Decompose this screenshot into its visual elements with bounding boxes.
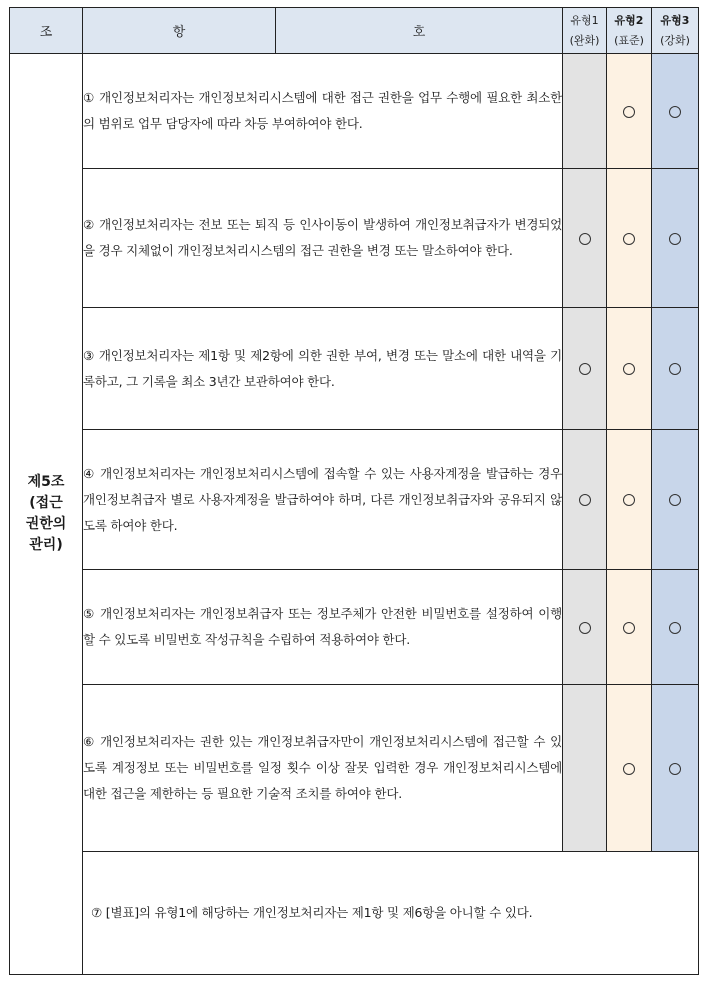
circle-mark-icon (669, 763, 681, 775)
row3-type3-cell (652, 308, 699, 430)
row1-type3-cell (652, 54, 699, 169)
row2-type3-cell (652, 169, 699, 308)
circle-mark-icon (623, 622, 635, 634)
circle-mark-icon (669, 233, 681, 245)
header-ho: 호 (276, 8, 563, 54)
table-row (10, 685, 699, 852)
table-row (10, 169, 699, 308)
row1-type2-cell (607, 54, 652, 169)
table-row (10, 852, 699, 975)
circle-mark-icon (579, 363, 591, 375)
row3-type1-cell (563, 308, 607, 430)
header-type1-name: 유형1 (570, 13, 599, 27)
regulation-table (9, 7, 699, 975)
header-type1-desc: (완화) (569, 33, 600, 47)
article-number: 제5조 (27, 474, 65, 490)
row4-type2-cell (607, 430, 652, 570)
circle-mark-icon (579, 494, 591, 506)
clause-text-5: ⑤ 개인정보처리자는 개인정보취급자 또는 정보주체가 안전한 비밀번호를 설정하여 이행할 수 있도록 비밀번호 작성규칙을 수립하여 적용하여야 한다. (83, 570, 563, 685)
table-row (10, 308, 699, 430)
circle-mark-icon (623, 106, 635, 118)
circle-mark-icon (579, 622, 591, 634)
row4-type3-cell (652, 430, 699, 570)
header-type3-name: 유형3 (660, 13, 690, 27)
circle-mark-icon (669, 622, 681, 634)
article-title-line1: (접근 (29, 495, 63, 511)
header-jo: 조 (10, 8, 83, 54)
article-title-line2: 권한의 (25, 516, 67, 532)
clause-text-7: ⑦ [별표]의 유형1에 해당하는 개인정보처리자는 제1항 및 제6항을 아니할 수 있다. (83, 852, 699, 975)
clause-text-6: ⑥ 개인정보처리자는 권한 있는 개인정보취급자만이 개인정보처리시스템에 접근할 수 있도록 계정정보 또는 비밀번호를 일정 횟수 이상 잘못 입력한 경우 개인정보처리시스템에 대한 접근을 제한하는 등 필요한 기술적 조치를 하여야 한다. (83, 685, 563, 852)
circle-mark-icon (669, 106, 681, 118)
article-title-line3: 관리) (29, 537, 63, 553)
circle-mark-icon (669, 494, 681, 506)
row6-type3-cell (652, 685, 699, 852)
row5-type1-cell (563, 570, 607, 685)
row5-type2-cell (607, 570, 652, 685)
row4-type1-cell (563, 430, 607, 570)
circle-mark-icon (579, 233, 591, 245)
row6-type1-cell (563, 685, 607, 852)
clause-text-1: ① 개인정보처리자는 개인정보처리시스템에 대한 접근 권한을 업무 수행에 필요한 최소한의 범위로 업무 담당자에 따라 차등 부여하여야 한다. (83, 54, 563, 169)
row6-type2-cell (607, 685, 652, 852)
circle-mark-icon (623, 494, 635, 506)
circle-mark-icon (623, 763, 635, 775)
circle-mark-icon (623, 233, 635, 245)
clause-text-3: ③ 개인정보처리자는 제1항 및 제2항에 의한 권한 부여, 변경 또는 말소에 대한 내역을 기록하고, 그 기록을 최소 3년간 보관하여야 한다. (83, 308, 563, 430)
clause-text-2: ② 개인정보처리자는 전보 또는 퇴직 등 인사이동이 발생하여 개인정보취급자가 변경되었을 경우 지체없이 개인정보처리시스템의 접근 권한을 변경 또는 말소하여야 한다. (83, 169, 563, 308)
table-row (10, 430, 699, 570)
header-type3 (652, 8, 699, 54)
header-type2 (607, 8, 652, 54)
header-type2-desc: (표준) (614, 33, 644, 47)
circle-mark-icon (623, 363, 635, 375)
row1-type1-cell (563, 54, 607, 169)
row2-type2-cell (607, 169, 652, 308)
row2-type1-cell (563, 169, 607, 308)
header-hang: 항 (83, 8, 276, 54)
header-type2-name: 유형2 (614, 13, 644, 27)
row3-type2-cell (607, 308, 652, 430)
table-row (10, 54, 699, 169)
header-type1 (563, 8, 607, 54)
article-cell (10, 54, 83, 975)
table-row (10, 570, 699, 685)
table-header-row (10, 8, 699, 54)
clause-text-4: ④ 개인정보처리자는 개인정보처리시스템에 접속할 수 있는 사용자계정을 발급하는 경우 개인정보취급자 별로 사용자계정을 발급하여야 하며, 다른 개인정보취급자와 공유되지 않도록 하여야 한다. (83, 430, 563, 570)
circle-mark-icon (669, 363, 681, 375)
row5-type3-cell (652, 570, 699, 685)
header-type3-desc: (강화) (660, 33, 690, 47)
